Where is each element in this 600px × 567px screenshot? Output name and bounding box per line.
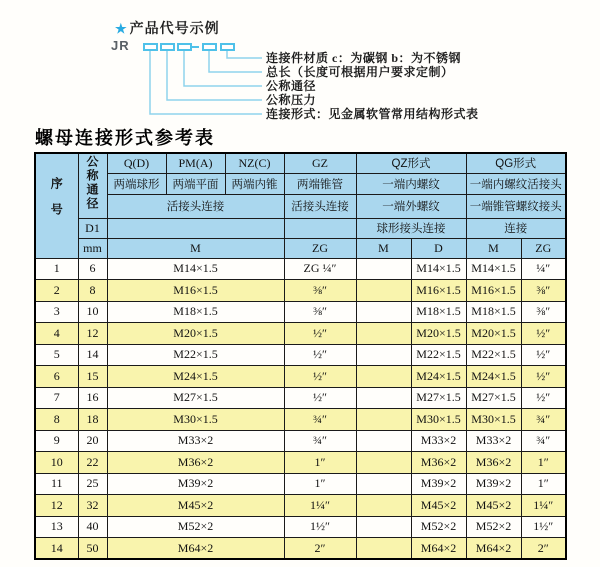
cell-m: M36×2 — [107, 452, 284, 474]
header-qz-d: D — [411, 238, 466, 258]
header-gz-desc: 两端锥管 — [284, 173, 356, 194]
cell-qz-m — [356, 344, 411, 366]
table-row — [35, 323, 566, 345]
cell-qz-d: M18×1.5 — [411, 301, 466, 323]
table-row — [35, 516, 566, 538]
header-col-gz: GZ — [284, 153, 356, 173]
cell-dn: 25 — [78, 473, 107, 495]
cell-qz-m — [356, 409, 411, 431]
cell-gz-zg: ¾″ — [284, 430, 356, 452]
table-row — [35, 258, 566, 280]
cell-dn: 40 — [78, 516, 107, 538]
cell-seq: 1 — [35, 258, 78, 280]
cell-dn: 22 — [78, 452, 107, 474]
header-zg: ZG — [284, 238, 356, 258]
cell-qg-zg: ¼″ — [521, 258, 566, 280]
diagram-label-connection: 连接形式：见金属软管常用结构形式表 — [266, 107, 479, 121]
header-col-pm: PM(A) — [166, 153, 225, 173]
cell-gz-zg: ⅜″ — [284, 280, 356, 302]
cell-seq: 5 — [35, 344, 78, 366]
cell-qg-zg: 1″ — [521, 452, 566, 474]
diagram-label-diameter: 公称通径 — [266, 79, 317, 93]
cell-dn: 32 — [78, 495, 107, 517]
table-row — [35, 495, 566, 517]
header-mm: mm — [78, 238, 107, 258]
diagram-heading-text: 产品代号示例 — [129, 20, 220, 36]
nut-connection-table — [34, 152, 567, 560]
cell-dn: 20 — [78, 430, 107, 452]
cell-qz-m — [356, 495, 411, 517]
cell-dn: 15 — [78, 366, 107, 388]
cell-m: M45×2 — [107, 495, 284, 517]
header-qg-desc2: 一端锥管螺纹接头 — [466, 194, 566, 218]
cell-seq: 2 — [35, 280, 78, 302]
diagram-label-length: 总长（长度可根据用户要求定制） — [266, 65, 454, 79]
cell-qz-d: M64×2 — [411, 538, 466, 560]
cell-gz-zg: 1″ — [284, 473, 356, 495]
cell-dn: 50 — [78, 538, 107, 560]
header-q-desc: 两端球形 — [107, 173, 166, 194]
header-empty-gz — [284, 218, 356, 238]
cell-qg-zg: ⅜″ — [521, 280, 566, 302]
header-qz-desc2: 一端外螺纹 — [356, 194, 466, 218]
table-row — [35, 387, 566, 409]
cell-qg-m: M33×2 — [466, 430, 521, 452]
cell-qg-m: M16×1.5 — [466, 280, 521, 302]
cell-dn: 14 — [78, 344, 107, 366]
cell-qg-zg: ½″ — [521, 344, 566, 366]
cell-gz-zg: ½″ — [284, 323, 356, 345]
cell-m: M16×1.5 — [107, 280, 284, 302]
header-left-conn: 活接头连接 — [107, 194, 284, 218]
header-gz-conn: 活接头连接 — [284, 194, 356, 218]
cell-seq: 8 — [35, 409, 78, 431]
cell-gz-zg: ⅜″ — [284, 301, 356, 323]
cell-gz-zg: ¾″ — [284, 409, 356, 431]
cell-gz-zg: 1½″ — [284, 516, 356, 538]
cell-qz-m — [356, 301, 411, 323]
cell-seq: 9 — [35, 430, 78, 452]
cell-gz-zg: 1¼″ — [284, 495, 356, 517]
cell-gz-zg: 1″ — [284, 452, 356, 474]
cell-qg-zg: ½″ — [521, 366, 566, 388]
header-nz-desc: 两端内锥 — [225, 173, 284, 194]
cell-m: M64×2 — [107, 538, 284, 560]
cell-dn: 12 — [78, 323, 107, 345]
header-col-q: Q(D) — [107, 153, 166, 173]
cell-qz-d: M36×2 — [411, 452, 466, 474]
cell-qg-m: M18×1.5 — [466, 301, 521, 323]
code-prefix: JR — [111, 38, 130, 53]
cell-qz-m — [356, 258, 411, 280]
cell-qz-m — [356, 430, 411, 452]
cell-dn: 6 — [78, 258, 107, 280]
cell-qg-m: M36×2 — [466, 452, 521, 474]
cell-qz-d: M30×1.5 — [411, 409, 466, 431]
diagram-label-pressure: 公称压力 — [266, 93, 317, 107]
header-col-qz: QZ形式 — [356, 153, 466, 173]
header-qz-m: M — [356, 238, 411, 258]
cell-dn: 10 — [78, 301, 107, 323]
cell-qg-m: M52×2 — [466, 516, 521, 538]
header-qg-conn: 连接 — [466, 218, 566, 238]
cell-qz-m — [356, 473, 411, 495]
header-col-qg: QG形式 — [466, 153, 566, 173]
cell-gz-zg: ZG ¼″ — [284, 258, 356, 280]
table-row — [35, 430, 566, 452]
header-dn: 公称通径 — [78, 153, 107, 218]
header-d1: D1 — [78, 218, 107, 238]
cell-qg-zg: 1½″ — [521, 516, 566, 538]
header-qg-desc1: 一端内螺纹活接头 — [466, 173, 566, 194]
table-title: 螺母连接形式参考表 — [35, 128, 215, 149]
cell-seq: 14 — [35, 538, 78, 560]
cell-m: M24×1.5 — [107, 366, 284, 388]
cell-qg-zg: 1¼″ — [521, 495, 566, 517]
cell-qz-m — [356, 280, 411, 302]
table-row — [35, 452, 566, 474]
cell-m: M20×1.5 — [107, 323, 284, 345]
cell-qz-d: M39×2 — [411, 473, 466, 495]
cell-gz-zg: ½″ — [284, 344, 356, 366]
cell-qz-d: M27×1.5 — [411, 387, 466, 409]
table-row — [35, 280, 566, 302]
cell-qz-m — [356, 387, 411, 409]
cell-seq: 7 — [35, 387, 78, 409]
cell-qz-d: M24×1.5 — [411, 366, 466, 388]
header-qz-desc1: 一端内螺纹 — [356, 173, 466, 194]
table-row — [35, 473, 566, 495]
cell-dn: 8 — [78, 280, 107, 302]
cell-qg-m: M20×1.5 — [466, 323, 521, 345]
cell-qz-d: M52×2 — [411, 516, 466, 538]
header-qg-zg: ZG — [521, 238, 566, 258]
header-m: M — [107, 238, 284, 258]
star-icon: ★ — [115, 21, 128, 36]
cell-qg-m: M45×2 — [466, 495, 521, 517]
cell-qg-m: M14×1.5 — [466, 258, 521, 280]
header-qg-m: M — [466, 238, 521, 258]
header-empty-left — [107, 218, 284, 238]
cell-seq: 3 — [35, 301, 78, 323]
cell-qz-d: M33×2 — [411, 430, 466, 452]
cell-qg-m: M39×2 — [466, 473, 521, 495]
cell-seq: 10 — [35, 452, 78, 474]
cell-dn: 16 — [78, 387, 107, 409]
cell-qg-zg: ¾″ — [521, 430, 566, 452]
cell-qg-m: M64×2 — [466, 538, 521, 560]
cell-qz-m — [356, 366, 411, 388]
cell-qg-m: M24×1.5 — [466, 366, 521, 388]
table-row — [35, 538, 566, 560]
cell-seq: 13 — [35, 516, 78, 538]
cell-qz-d: M45×2 — [411, 495, 466, 517]
cell-m: M18×1.5 — [107, 301, 284, 323]
diagram-label-material: 连接件材质 c：为碳钢 b：为不锈钢 — [266, 51, 462, 65]
header-col-nz: NZ(C) — [225, 153, 284, 173]
cell-m: M27×1.5 — [107, 387, 284, 409]
cell-qg-m: M27×1.5 — [466, 387, 521, 409]
cell-m: M22×1.5 — [107, 344, 284, 366]
cell-seq: 4 — [35, 323, 78, 345]
table-row — [35, 409, 566, 431]
table-row — [35, 344, 566, 366]
cell-seq: 11 — [35, 473, 78, 495]
cell-gz-zg: ½″ — [284, 387, 356, 409]
cell-gz-zg: ½″ — [284, 366, 356, 388]
cell-m: M14×1.5 — [107, 258, 284, 280]
header-qz-conn: 球形接头连接 — [356, 218, 466, 238]
cell-qz-d: M16×1.5 — [411, 280, 466, 302]
cell-m: M30×1.5 — [107, 409, 284, 431]
cell-dn: 18 — [78, 409, 107, 431]
cell-seq: 12 — [35, 495, 78, 517]
cell-qz-m — [356, 538, 411, 560]
cell-qg-zg: 2″ — [521, 538, 566, 560]
cell-m: M39×2 — [107, 473, 284, 495]
cell-qg-zg: ¾″ — [521, 409, 566, 431]
cell-qg-zg: ⅜″ — [521, 301, 566, 323]
cell-qg-zg: 1″ — [521, 473, 566, 495]
table-row — [35, 366, 566, 388]
cell-seq: 6 — [35, 366, 78, 388]
cell-qg-zg: ½″ — [521, 387, 566, 409]
cell-m: M52×2 — [107, 516, 284, 538]
cell-qg-m: M22×1.5 — [466, 344, 521, 366]
cell-qg-zg: ½″ — [521, 323, 566, 345]
cell-qz-m — [356, 516, 411, 538]
table-row — [35, 301, 566, 323]
cell-qz-m — [356, 452, 411, 474]
cell-qg-m: M30×1.5 — [466, 409, 521, 431]
header-pm-desc: 两端平面 — [166, 173, 225, 194]
cell-m: M33×2 — [107, 430, 284, 452]
cell-qz-d: M22×1.5 — [411, 344, 466, 366]
cell-qz-d: M20×1.5 — [411, 323, 466, 345]
header-seq: 序号 — [35, 153, 78, 258]
cell-qz-m — [356, 323, 411, 345]
cell-qz-d: M14×1.5 — [411, 258, 466, 280]
cell-gz-zg: 2″ — [284, 538, 356, 560]
